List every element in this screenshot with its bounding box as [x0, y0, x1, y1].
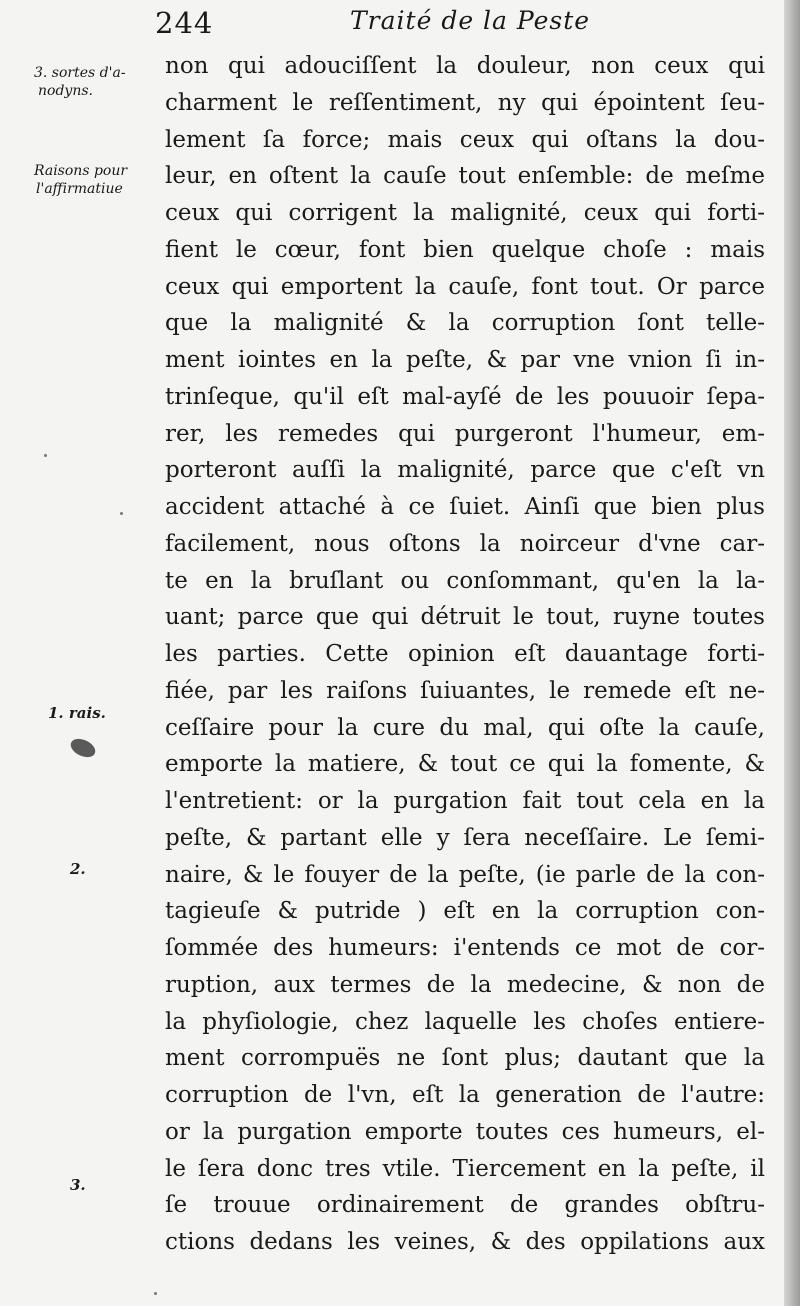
page-header — [0, 4, 800, 44]
text-line: ceux qui corrigent la malignité, ceux qui forti- — [165, 200, 765, 226]
margin-note-third-reason: 3. — [70, 1176, 86, 1194]
text-line: emporte la matiere, & tout ce qui la fomente, & — [165, 751, 765, 778]
text-line: l'entretient: or la purgation fait tout cela en la — [165, 788, 765, 814]
text-line: les parties. Cette opinion eſt dauantage forti- — [165, 641, 765, 667]
text-line: ruption, aux termes de la medecine, & non de — [165, 971, 765, 998]
text-line: corruption de l'vn, eſt la generation de l'autre: — [165, 1082, 765, 1108]
text-line: leur, en oſtent la cauſe tout enſemble: de meſme — [165, 163, 765, 190]
margin-note-second-reason: 2. — [70, 860, 86, 878]
text-line: la phyſiologie, chez laquelle les choſes entiere- — [165, 1008, 765, 1035]
text-line: peſte, & partant elle y ſera neceſſaire. Le ſemi- — [165, 824, 765, 851]
margin-note-raisons: Raisons pour — [34, 163, 128, 179]
text-line: lement ſa force; mais ceux qui oſtans la dou- — [165, 126, 765, 153]
text-line: porteront auſſi la malignité, parce que c'eſt vn — [165, 457, 765, 484]
text-line: ctions dedans les veines, & des oppilations aux — [165, 1229, 765, 1255]
margin-note-sortes-cont: nodyns. — [38, 83, 93, 99]
ink-speck — [154, 1292, 157, 1295]
margin-note-first-reason: 1. rais. — [48, 704, 106, 722]
text-line: tagieuſe & putride ) eſt en la corruption con- — [165, 898, 765, 925]
text-line: naire, & le fouyer de la peſte, (ie parle de la con- — [165, 861, 765, 888]
text-line: ceſſaire pour la cure du mal, qui oſte la cauſe, — [165, 714, 765, 741]
body-text — [165, 48, 765, 1261]
text-line: fiée, par les raiſons ſuiuantes, le remede eſt ne- — [165, 677, 765, 704]
text-line: que la malignité & la corruption ſont telle- — [165, 310, 765, 337]
text-line: ſommée des humeurs: i'entends ce mot de cor- — [165, 935, 765, 961]
text-line: ſe trouue ordinairement de grandes obſtru- — [165, 1192, 765, 1219]
text-line: te en la bruſlant ou conſommant, qu'en la la- — [165, 567, 765, 594]
page-edge-shadow — [784, 0, 800, 1306]
page-number: 244 — [155, 6, 214, 40]
ink-speck — [120, 512, 123, 515]
running-title: Traité de la Peste — [350, 6, 591, 35]
text-line: rer, les remedes qui purgeront l'humeur, em- — [165, 420, 765, 447]
ink-speck — [44, 454, 47, 457]
text-line: non qui adouciſſent la douleur, non ceux qui — [165, 53, 765, 79]
text-line: trinſeque, qu'il eſt mal-ayſé de les pouuoir ſepa- — [165, 383, 765, 410]
text-line: charment le reſſentiment, ny qui épointent ſeu- — [165, 89, 765, 116]
text-line: facilement, nous oſtons la noirceur d'vne car- — [165, 530, 765, 557]
text-line: or la purgation emporte toutes ces humeurs, el- — [165, 1118, 765, 1145]
text-line: accident attaché à ce ſuiet. Ainſi que bien plus — [165, 494, 765, 520]
text-line: uant; parce que qui détruit le tout, ruyne toutes — [165, 604, 765, 631]
ink-blot — [68, 735, 98, 760]
text-line: ment corrompuës ne ſont plus; dautant que la — [165, 1045, 765, 1072]
text-line: ceux qui emportent la cauſe, font tout. Or parce — [165, 273, 765, 300]
text-line: le ſera donc tres vtile. Tiercement en la peſte, il — [165, 1155, 765, 1182]
margin-note-sortes: 3. sortes d'a- — [34, 65, 126, 81]
text-line: ment iointes en la peſte, & par vne vnion ſi in- — [165, 347, 765, 373]
margin-note-raisons-cont: l'affirmatiue — [36, 181, 123, 197]
text-line: fient le cœur, font bien quelque choſe : mais — [165, 236, 765, 263]
